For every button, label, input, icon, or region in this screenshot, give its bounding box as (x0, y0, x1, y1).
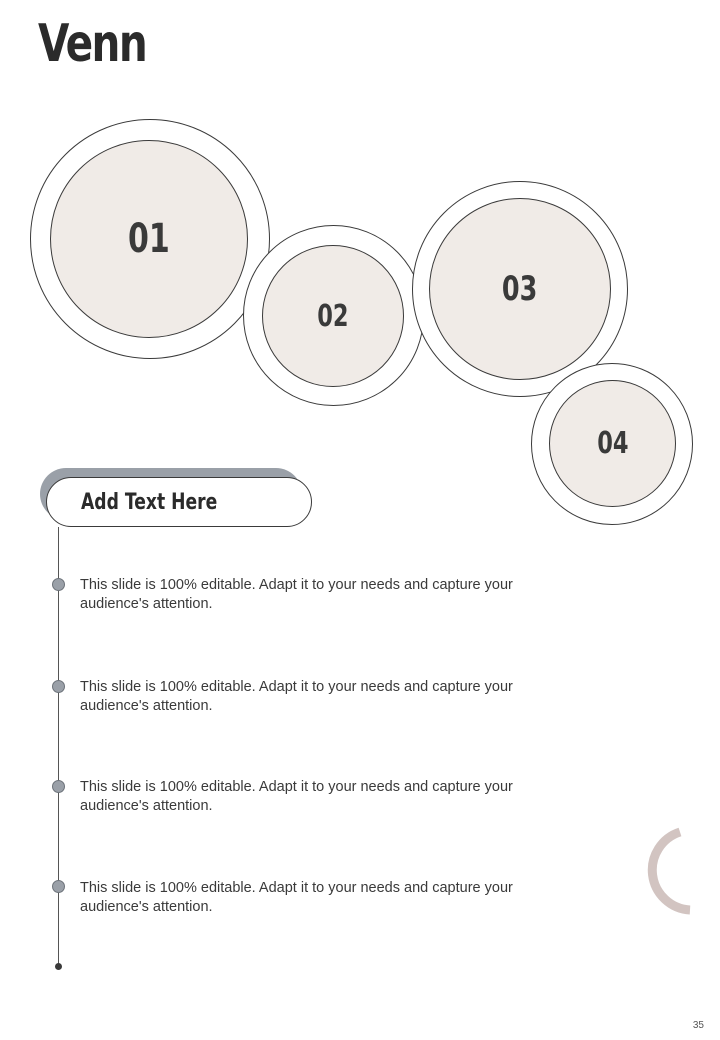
page-title: Venn (38, 14, 147, 74)
bullet-1 (52, 578, 65, 591)
circle-04 (549, 380, 676, 507)
bullet-3 (52, 780, 65, 793)
timeline-line (58, 527, 59, 967)
circle-02-label: 02 (317, 298, 349, 334)
circle-02 (262, 245, 404, 387)
bullet-4 (52, 880, 65, 893)
decorative-arc (640, 825, 700, 920)
item-text-2: This slide is 100% editable. Adapt it to your needs and capture your audience's attention. (80, 679, 513, 714)
circle-03-label: 03 (502, 269, 538, 309)
item-text-4: This slide is 100% editable. Adapt it to your needs and capture your audience's attention. (80, 880, 513, 915)
page-number: 35 (692, 1020, 704, 1031)
circle-01-label: 01 (128, 216, 170, 262)
header-label: Add Text Here (81, 489, 218, 515)
item-text-3: This slide is 100% editable. Adapt it to your needs and capture your audience's attention. (80, 779, 513, 814)
circle-03 (429, 198, 611, 380)
bullet-2 (52, 680, 65, 693)
timeline-end-dot (55, 963, 62, 970)
circle-04-label: 04 (596, 426, 629, 461)
item-text-1: This slide is 100% editable. Adapt it to your needs and capture your audience's attention. (80, 577, 513, 612)
circle-01 (50, 140, 248, 338)
header-box (46, 477, 312, 527)
